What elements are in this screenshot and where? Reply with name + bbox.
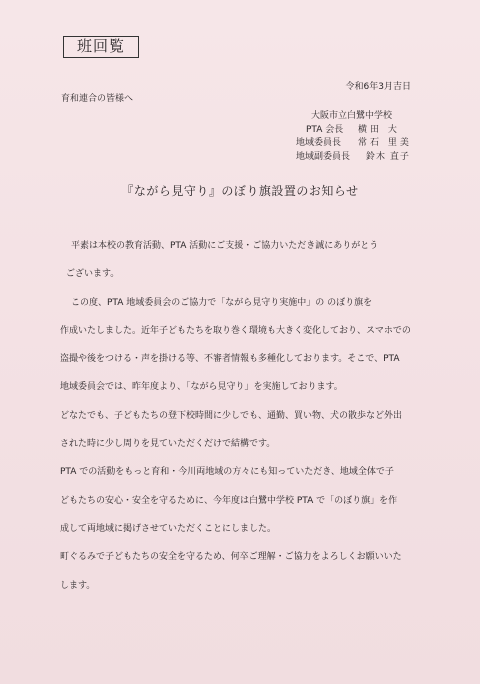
body-line: どもたちの安心・安全を守るために、今年度は白鷺中学校 PTA で「のぼり旗」を作 [60, 495, 398, 506]
body-line: 作成いたしました。近年子どもたちを取り巻く環境も大きく変化しており、スマホでの [60, 325, 411, 336]
sender-role: 地域委員長 [296, 138, 342, 148]
sender-name: 常石 里美 [358, 138, 412, 148]
issue-date: 令和6年3月吉日 [345, 82, 411, 92]
sender-row [296, 137, 426, 151]
body-line: 成して両地域に掲げさせていただくことにしました。 [60, 523, 277, 534]
body-line: 盗撮や後をつける・声を掛ける等、不審者情報も多種化しております。そこで、PTA [60, 354, 400, 365]
sender-role: PTA 会長 [306, 124, 344, 135]
circulation-stamp: 班回覧 [63, 36, 139, 58]
sender-row [296, 151, 426, 165]
body-line: 平素は本校の教育活動、PTA 活動にご支援・ご協力いただき誠にありがとう [71, 241, 379, 251]
body-line: ございます。 [66, 269, 120, 280]
body-line: この度、PTA 地域委員会のご協力で「ながら見守り実施中」の のぼり旗を [71, 297, 373, 308]
sender-school: 大阪市立白鷺中学校 [311, 111, 393, 121]
body-line: PTA での活動をもっと育和・今川両地域の方々にも知っていただき、地域全体で子 [60, 467, 394, 478]
body-line: どなたでも、子どもたちの登下校時間に少しでも、通勤、買い物、犬の散歩など外出 [60, 410, 403, 421]
sender-row [296, 124, 426, 138]
sender-role: 地域副委員長 [296, 151, 351, 162]
sender-block [296, 110, 426, 164]
notice-title: 『ながら見守り』のぼり旗設置のお知らせ [121, 184, 359, 198]
body-line: 町ぐるみで子どもたちの安全を守るため、何卒ご理解・ご協力をよろしくお願いいた [60, 552, 402, 563]
body-line: された時に少し周りを見ていただくだけで結構です。 [60, 439, 276, 450]
body-line: 地域委員会では、昨年度より、「ながら見守り」を実施しております。 [60, 382, 343, 393]
body-line: します。 [60, 580, 96, 591]
sender-name: 横田 大 [358, 124, 400, 135]
addressee: 育和連合の皆様へ [61, 94, 134, 104]
sender-name: 鈴木 直子 [366, 151, 410, 162]
notice-body [60, 232, 420, 600]
